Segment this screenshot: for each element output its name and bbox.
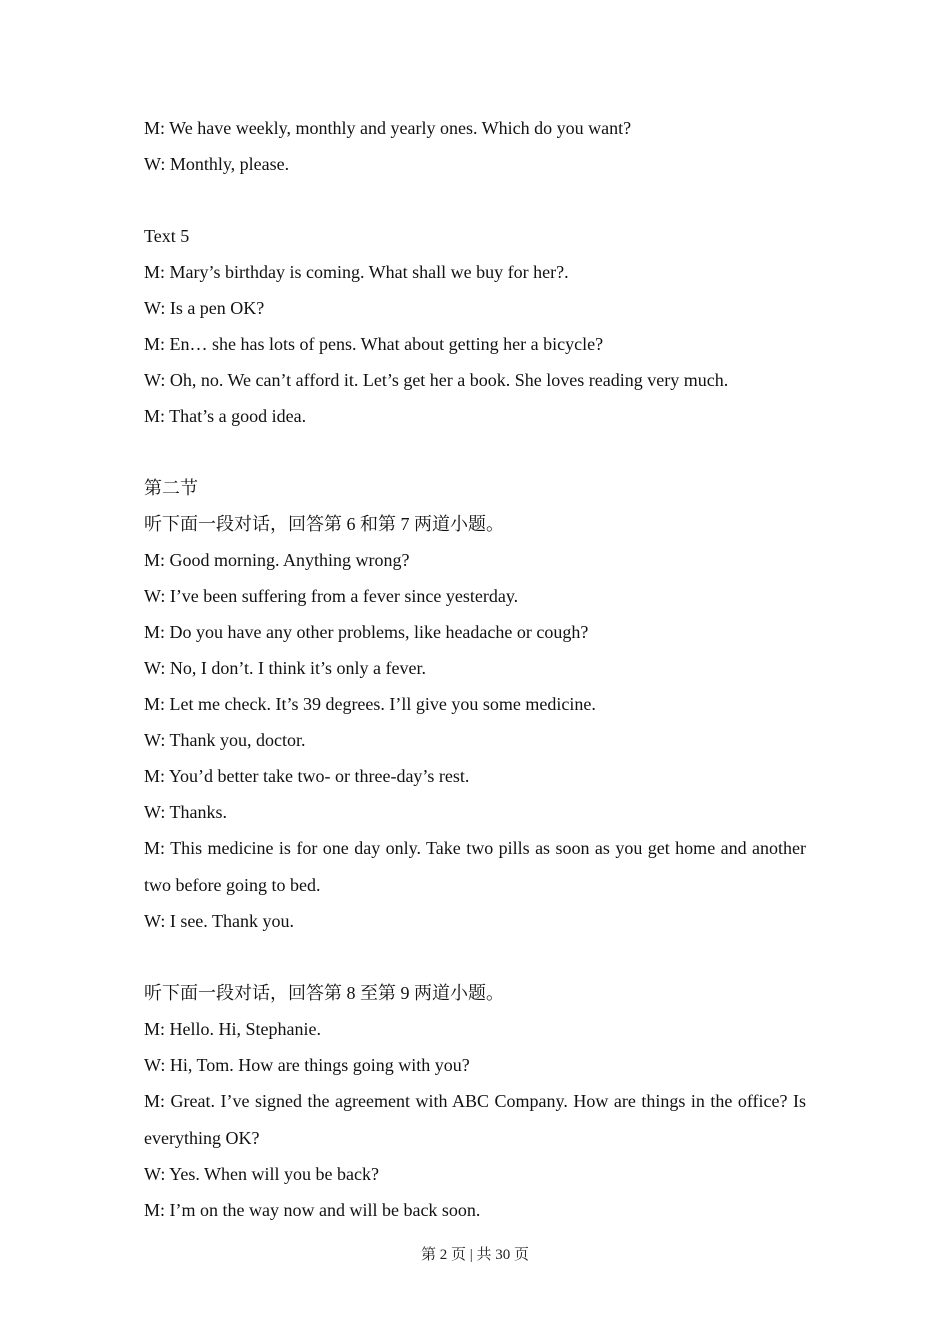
dialogue-line: M: That’s a good idea. (144, 406, 307, 426)
dialogue-line: W: I’ve been suffering from a fever since yesterday. (144, 586, 519, 606)
dialogue-line: W: Yes. When will you be back? (144, 1164, 379, 1184)
dialogue-line: M: Great. I’ve signed the agreement with ABC Company. How are things in the office? Is everything OK? (144, 1091, 806, 1148)
page-footer: 第 2 页 | 共 30 页 (420, 1247, 529, 1263)
dialogue-line: W: Is a pen OK? (144, 298, 265, 318)
dialogue-line: W: Thanks. (144, 802, 227, 822)
dialogue-line: W: I see. Thank you. (144, 911, 294, 931)
dialogue-line: M: You’d better take two- or three-day’s rest. (144, 766, 470, 786)
dialogue-line: M: Good morning. Anything wrong? (144, 550, 410, 570)
dialogue-line: M: This medicine is for one day only. Take two pills as soon as you get home and another two before going to bed. (144, 838, 806, 895)
dialogue-line: W: Oh, no. We can’t afford it. Let’s get her a book. She loves reading very much. (144, 370, 729, 390)
dialogue-line: W: Thank you, doctor. (144, 730, 306, 750)
dialogue-line: M: Hello. Hi, Stephanie. (144, 1019, 321, 1039)
section-heading: Text 5 (144, 226, 190, 246)
dialogue-line: M: Let me check. It’s 39 degrees. I’ll give you some medicine. (144, 694, 596, 714)
instruction: 听下面一段对话，回答第 8 至第 9 两道小题。 (144, 983, 504, 1003)
dialogue-line: M: En… she has lots of pens. What about getting her a bicycle? (144, 334, 604, 354)
dialogue-line: W: No, I don’t. I think it’s only a fever. (144, 658, 426, 678)
blank-line (144, 182, 806, 218)
dialogue-line: M: I’m on the way now and will be back soon. (144, 1200, 481, 1220)
instruction: 听下面一段对话，回答第 6 和第 7 两道小题。 (144, 514, 504, 534)
dialogue-line: M: Do you have any other problems, like headache or cough? (144, 622, 589, 642)
dialogue-line: M: We have weekly, monthly and yearly ones. Which do you want? (144, 118, 632, 138)
dialogue-line: W: Hi, Tom. How are things going with you? (144, 1055, 470, 1075)
dialogue-line: W: Monthly, please. (144, 154, 290, 174)
document-body (144, 110, 806, 1228)
dialogue-line: M: Mary’s birthday is coming. What shall we buy for her?. (144, 262, 569, 282)
blank-line (144, 434, 806, 470)
blank-line (144, 939, 806, 975)
section-heading: 第二节 (144, 478, 198, 498)
